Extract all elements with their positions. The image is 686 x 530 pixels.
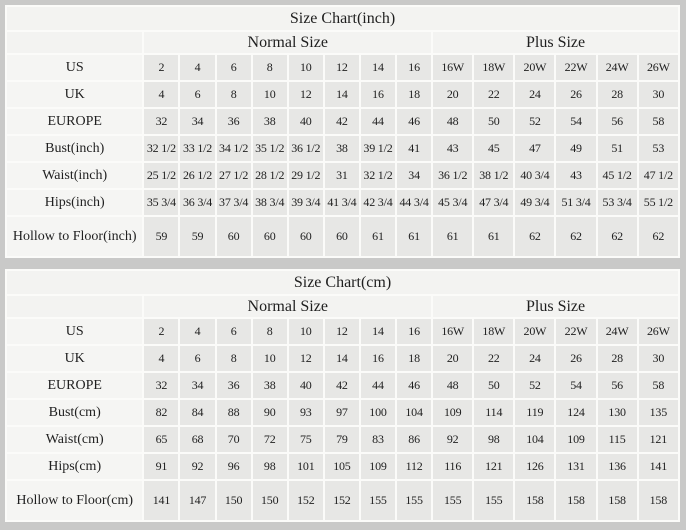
size-value: 16W bbox=[433, 55, 472, 80]
chart-title: Size Chart(cm) bbox=[7, 271, 678, 294]
size-chart-table bbox=[5, 5, 680, 258]
size-value: 147 bbox=[180, 481, 214, 520]
size-value: 155 bbox=[361, 481, 395, 520]
size-value: 32 bbox=[144, 109, 178, 134]
size-value: 62 bbox=[515, 217, 554, 256]
size-value: 45 3/4 bbox=[433, 190, 472, 215]
chart-title-row bbox=[7, 7, 678, 30]
size-charts-container bbox=[5, 5, 686, 522]
size-value: 18 bbox=[397, 346, 431, 371]
size-value: 20 bbox=[433, 346, 472, 371]
size-value: 83 bbox=[361, 427, 395, 452]
size-value: 91 bbox=[144, 454, 178, 479]
size-value: 4 bbox=[180, 55, 214, 80]
size-value: 30 bbox=[639, 82, 678, 107]
size-value: 22 bbox=[474, 346, 513, 371]
size-value: 54 bbox=[556, 373, 595, 398]
size-value: 24 bbox=[515, 346, 554, 371]
size-value: 24W bbox=[598, 55, 637, 80]
group-header-spacer bbox=[7, 32, 142, 53]
size-value: 104 bbox=[397, 400, 431, 425]
size-value: 52 bbox=[515, 373, 554, 398]
size-value: 34 1/2 bbox=[217, 136, 251, 161]
size-value: 46 bbox=[397, 373, 431, 398]
size-value: 135 bbox=[639, 400, 678, 425]
size-value: 121 bbox=[474, 454, 513, 479]
size-value: 46 bbox=[397, 109, 431, 134]
size-value: 45 1/2 bbox=[598, 163, 637, 188]
size-value: 158 bbox=[598, 481, 637, 520]
size-value: 36 bbox=[217, 109, 251, 134]
size-value: 152 bbox=[289, 481, 323, 520]
size-value: 18 bbox=[397, 82, 431, 107]
size-value: 38 bbox=[253, 109, 287, 134]
size-value: 35 3/4 bbox=[144, 190, 178, 215]
size-value: 61 bbox=[397, 217, 431, 256]
size-value: 6 bbox=[217, 319, 251, 344]
size-value: 37 3/4 bbox=[217, 190, 251, 215]
size-value: 10 bbox=[253, 346, 287, 371]
size-value: 28 bbox=[598, 82, 637, 107]
size-value: 158 bbox=[556, 481, 595, 520]
size-row bbox=[7, 55, 678, 80]
size-value: 8 bbox=[253, 319, 287, 344]
size-value: 10 bbox=[253, 82, 287, 107]
row-label: Hollow to Floor(inch) bbox=[7, 217, 142, 256]
size-value: 8 bbox=[253, 55, 287, 80]
size-value: 53 3/4 bbox=[598, 190, 637, 215]
size-value: 36 bbox=[217, 373, 251, 398]
size-value: 60 bbox=[325, 217, 359, 256]
size-value: 48 bbox=[433, 109, 472, 134]
size-value: 16 bbox=[397, 55, 431, 80]
row-label: Bust(cm) bbox=[7, 400, 142, 425]
size-value: 96 bbox=[217, 454, 251, 479]
size-value: 155 bbox=[433, 481, 472, 520]
size-value: 22W bbox=[556, 55, 595, 80]
size-value: 4 bbox=[180, 319, 214, 344]
size-value: 126 bbox=[515, 454, 554, 479]
size-value: 97 bbox=[325, 400, 359, 425]
size-value: 36 1/2 bbox=[433, 163, 472, 188]
size-value: 4 bbox=[144, 82, 178, 107]
size-value: 65 bbox=[144, 427, 178, 452]
size-value: 109 bbox=[433, 400, 472, 425]
size-value: 62 bbox=[598, 217, 637, 256]
row-label: US bbox=[7, 55, 142, 80]
size-value: 2 bbox=[144, 55, 178, 80]
size-value: 34 bbox=[180, 373, 214, 398]
size-value: 44 3/4 bbox=[397, 190, 431, 215]
size-value: 32 bbox=[144, 373, 178, 398]
size-value: 42 bbox=[325, 109, 359, 134]
row-label: Waist(inch) bbox=[7, 163, 142, 188]
size-value: 61 bbox=[474, 217, 513, 256]
size-value: 30 bbox=[639, 346, 678, 371]
size-value: 39 1/2 bbox=[361, 136, 395, 161]
size-value: 58 bbox=[639, 373, 678, 398]
size-value: 34 bbox=[180, 109, 214, 134]
size-value: 6 bbox=[180, 82, 214, 107]
size-row bbox=[7, 190, 678, 215]
size-value: 42 3/4 bbox=[361, 190, 395, 215]
group-header: Plus Size bbox=[433, 296, 678, 317]
size-value: 60 bbox=[217, 217, 251, 256]
size-value: 155 bbox=[397, 481, 431, 520]
size-value: 14 bbox=[325, 346, 359, 371]
size-value: 150 bbox=[217, 481, 251, 520]
size-value: 40 3/4 bbox=[515, 163, 554, 188]
size-value: 34 bbox=[397, 163, 431, 188]
row-label: UK bbox=[7, 346, 142, 371]
row-label: Bust(inch) bbox=[7, 136, 142, 161]
group-header-row bbox=[7, 296, 678, 317]
group-header: Plus Size bbox=[433, 32, 678, 53]
size-value: 104 bbox=[515, 427, 554, 452]
row-label: Hollow to Floor(cm) bbox=[7, 481, 142, 520]
size-value: 33 1/2 bbox=[180, 136, 214, 161]
size-value: 10 bbox=[289, 319, 323, 344]
size-value: 12 bbox=[325, 319, 359, 344]
chart-title-row bbox=[7, 271, 678, 294]
size-value: 16 bbox=[397, 319, 431, 344]
size-value: 131 bbox=[556, 454, 595, 479]
size-value: 56 bbox=[598, 373, 637, 398]
size-value: 41 3/4 bbox=[325, 190, 359, 215]
size-value: 51 bbox=[598, 136, 637, 161]
size-value: 29 1/2 bbox=[289, 163, 323, 188]
size-value: 152 bbox=[325, 481, 359, 520]
size-value: 22 bbox=[474, 82, 513, 107]
size-value: 136 bbox=[598, 454, 637, 479]
size-value: 92 bbox=[433, 427, 472, 452]
size-value: 62 bbox=[556, 217, 595, 256]
size-row bbox=[7, 346, 678, 371]
size-value: 109 bbox=[556, 427, 595, 452]
size-value: 130 bbox=[598, 400, 637, 425]
group-header-row bbox=[7, 32, 678, 53]
size-row bbox=[7, 454, 678, 479]
size-value: 112 bbox=[397, 454, 431, 479]
size-value: 47 bbox=[515, 136, 554, 161]
size-value: 32 1/2 bbox=[361, 163, 395, 188]
size-value: 68 bbox=[180, 427, 214, 452]
size-value: 93 bbox=[289, 400, 323, 425]
size-value: 101 bbox=[289, 454, 323, 479]
size-value: 115 bbox=[598, 427, 637, 452]
size-value: 40 bbox=[289, 373, 323, 398]
size-value: 124 bbox=[556, 400, 595, 425]
size-value: 45 bbox=[474, 136, 513, 161]
size-value: 28 bbox=[598, 346, 637, 371]
size-value: 20W bbox=[515, 55, 554, 80]
size-value: 26 bbox=[556, 346, 595, 371]
size-value: 16W bbox=[433, 319, 472, 344]
size-value: 84 bbox=[180, 400, 214, 425]
size-value: 47 1/2 bbox=[639, 163, 678, 188]
size-row bbox=[7, 481, 678, 520]
row-label: Hips(inch) bbox=[7, 190, 142, 215]
size-value: 4 bbox=[144, 346, 178, 371]
size-value: 119 bbox=[515, 400, 554, 425]
size-value: 150 bbox=[253, 481, 287, 520]
size-value: 26W bbox=[639, 319, 678, 344]
size-value: 61 bbox=[433, 217, 472, 256]
size-row bbox=[7, 136, 678, 161]
size-value: 70 bbox=[217, 427, 251, 452]
size-value: 22W bbox=[556, 319, 595, 344]
size-value: 100 bbox=[361, 400, 395, 425]
size-value: 6 bbox=[217, 55, 251, 80]
size-value: 12 bbox=[289, 82, 323, 107]
size-value: 10 bbox=[289, 55, 323, 80]
size-value: 49 3/4 bbox=[515, 190, 554, 215]
size-value: 92 bbox=[180, 454, 214, 479]
size-value: 16 bbox=[361, 346, 395, 371]
size-value: 36 1/2 bbox=[289, 136, 323, 161]
size-value: 12 bbox=[325, 55, 359, 80]
size-row bbox=[7, 373, 678, 398]
size-row bbox=[7, 109, 678, 134]
size-value: 35 1/2 bbox=[253, 136, 287, 161]
size-row bbox=[7, 217, 678, 256]
size-value: 31 bbox=[325, 163, 359, 188]
size-value: 44 bbox=[361, 373, 395, 398]
size-value: 55 1/2 bbox=[639, 190, 678, 215]
size-value: 88 bbox=[217, 400, 251, 425]
size-value: 114 bbox=[474, 400, 513, 425]
size-value: 16 bbox=[361, 82, 395, 107]
size-value: 27 1/2 bbox=[217, 163, 251, 188]
size-value: 79 bbox=[325, 427, 359, 452]
group-header: Normal Size bbox=[144, 296, 431, 317]
size-value: 59 bbox=[180, 217, 214, 256]
size-value: 25 1/2 bbox=[144, 163, 178, 188]
size-row bbox=[7, 82, 678, 107]
size-value: 28 1/2 bbox=[253, 163, 287, 188]
row-label: US bbox=[7, 319, 142, 344]
size-value: 61 bbox=[361, 217, 395, 256]
size-value: 60 bbox=[253, 217, 287, 256]
size-value: 109 bbox=[361, 454, 395, 479]
size-value: 14 bbox=[325, 82, 359, 107]
size-row bbox=[7, 163, 678, 188]
group-header: Normal Size bbox=[144, 32, 431, 53]
size-value: 86 bbox=[397, 427, 431, 452]
size-value: 26 bbox=[556, 82, 595, 107]
size-value: 105 bbox=[325, 454, 359, 479]
size-value: 51 3/4 bbox=[556, 190, 595, 215]
size-value: 24 bbox=[515, 82, 554, 107]
size-value: 44 bbox=[361, 109, 395, 134]
row-label: UK bbox=[7, 82, 142, 107]
size-value: 8 bbox=[217, 346, 251, 371]
size-value: 39 3/4 bbox=[289, 190, 323, 215]
size-value: 38 bbox=[253, 373, 287, 398]
size-value: 20 bbox=[433, 82, 472, 107]
size-value: 62 bbox=[639, 217, 678, 256]
size-value: 58 bbox=[639, 109, 678, 134]
size-value: 50 bbox=[474, 109, 513, 134]
size-value: 26 1/2 bbox=[180, 163, 214, 188]
size-value: 40 bbox=[289, 109, 323, 134]
size-chart-table bbox=[5, 269, 680, 522]
chart-title: Size Chart(inch) bbox=[7, 7, 678, 30]
size-row bbox=[7, 427, 678, 452]
group-header-spacer bbox=[7, 296, 142, 317]
size-row bbox=[7, 319, 678, 344]
size-value: 48 bbox=[433, 373, 472, 398]
size-value: 75 bbox=[289, 427, 323, 452]
size-value: 38 3/4 bbox=[253, 190, 287, 215]
size-value: 60 bbox=[289, 217, 323, 256]
size-value: 158 bbox=[515, 481, 554, 520]
size-value: 49 bbox=[556, 136, 595, 161]
size-value: 42 bbox=[325, 373, 359, 398]
size-value: 12 bbox=[289, 346, 323, 371]
size-value: 8 bbox=[217, 82, 251, 107]
size-value: 18W bbox=[474, 55, 513, 80]
row-label: Waist(cm) bbox=[7, 427, 142, 452]
size-value: 36 3/4 bbox=[180, 190, 214, 215]
size-value: 82 bbox=[144, 400, 178, 425]
row-label: EUROPE bbox=[7, 373, 142, 398]
size-value: 155 bbox=[474, 481, 513, 520]
row-label: EUROPE bbox=[7, 109, 142, 134]
size-value: 26W bbox=[639, 55, 678, 80]
size-value: 52 bbox=[515, 109, 554, 134]
size-value: 43 bbox=[433, 136, 472, 161]
size-value: 116 bbox=[433, 454, 472, 479]
size-value: 6 bbox=[180, 346, 214, 371]
size-value: 54 bbox=[556, 109, 595, 134]
row-label: Hips(cm) bbox=[7, 454, 142, 479]
size-row bbox=[7, 400, 678, 425]
size-value: 38 1/2 bbox=[474, 163, 513, 188]
size-value: 90 bbox=[253, 400, 287, 425]
size-value: 18W bbox=[474, 319, 513, 344]
size-value: 56 bbox=[598, 109, 637, 134]
size-value: 50 bbox=[474, 373, 513, 398]
size-value: 72 bbox=[253, 427, 287, 452]
size-value: 38 bbox=[325, 136, 359, 161]
size-value: 24W bbox=[598, 319, 637, 344]
size-value: 98 bbox=[474, 427, 513, 452]
size-value: 32 1/2 bbox=[144, 136, 178, 161]
size-value: 98 bbox=[253, 454, 287, 479]
size-value: 141 bbox=[144, 481, 178, 520]
size-value: 14 bbox=[361, 55, 395, 80]
size-value: 14 bbox=[361, 319, 395, 344]
size-value: 121 bbox=[639, 427, 678, 452]
size-value: 59 bbox=[144, 217, 178, 256]
size-value: 43 bbox=[556, 163, 595, 188]
size-value: 20W bbox=[515, 319, 554, 344]
size-value: 158 bbox=[639, 481, 678, 520]
size-value: 53 bbox=[639, 136, 678, 161]
size-value: 141 bbox=[639, 454, 678, 479]
size-value: 47 3/4 bbox=[474, 190, 513, 215]
size-value: 41 bbox=[397, 136, 431, 161]
size-value: 2 bbox=[144, 319, 178, 344]
